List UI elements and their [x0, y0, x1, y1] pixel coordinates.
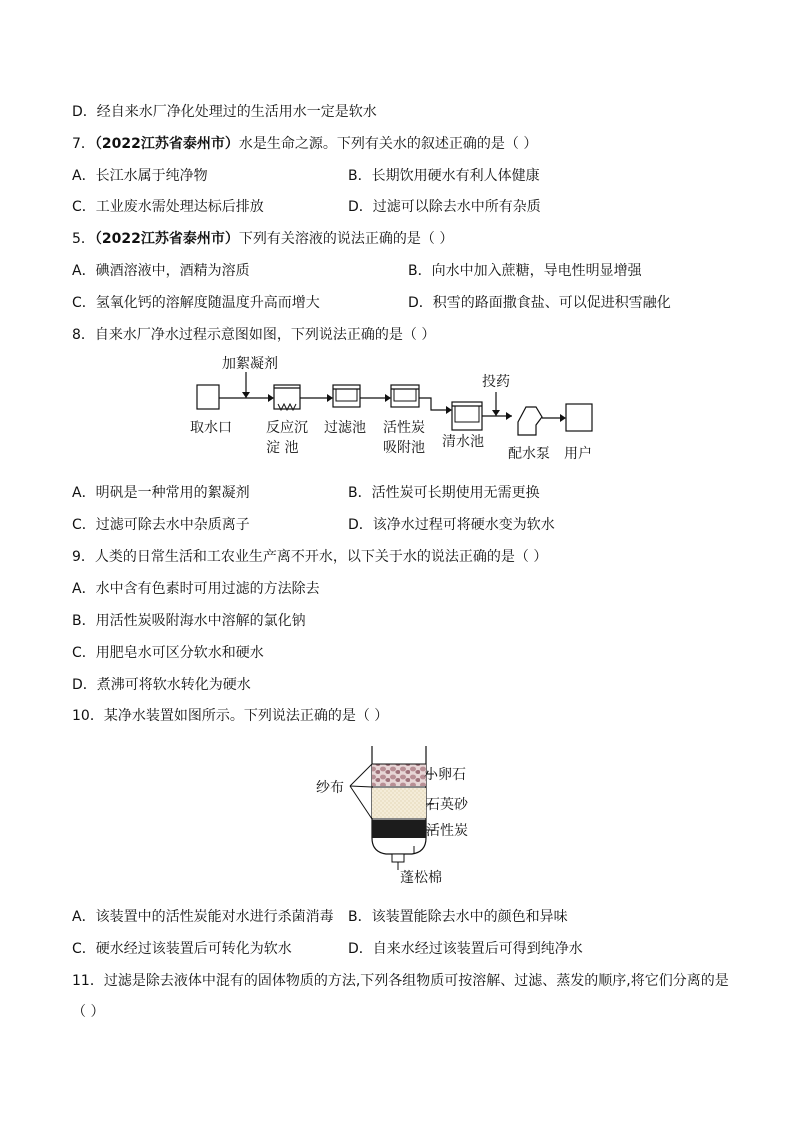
- label-sediment-2: 淀 池: [266, 440, 299, 456]
- q7-option-d: D．过滤可以除去水中所有杂质: [348, 199, 541, 215]
- q9-stem: 9．人类的日常生活和工农业生产离不开水，以下关于水的说法正确的是（ ）: [72, 549, 548, 565]
- q10-option-b: B．该装置能除去水中的颜色和异味: [348, 909, 568, 925]
- q7-source: （2022江苏省泰州市）: [94, 136, 239, 152]
- q9-option-c: C．用肥皂水可区分软水和硬水: [72, 645, 264, 661]
- label-pump: 配水泵: [508, 446, 550, 462]
- label-gauze: 纱布: [316, 780, 344, 796]
- pump-shape: [518, 407, 542, 435]
- q9-option-d: D．煮沸可将软水转化为硬水: [72, 677, 251, 693]
- q7-stem: 水是生命之源。下列有关水的叙述正确的是（ ）: [238, 136, 538, 152]
- carbon-tank: [391, 385, 419, 407]
- quartz-layer: [372, 788, 426, 818]
- q5-option-d: D．积雪的路面撒食盐、可以促进积雪融化: [408, 295, 671, 311]
- label-carbon-1: 活性炭: [383, 420, 425, 436]
- label-carbon-2: 吸附池: [383, 440, 425, 456]
- q6-option-d: D．经自来水厂净化处理过的生活用水一定是软水: [72, 104, 377, 120]
- label-user: 用户: [564, 446, 592, 462]
- water-treatment-diagram: [190, 352, 610, 464]
- label-dosing: 投药: [482, 374, 510, 390]
- q5-stem: 下列有关溶液的说法正确的是（ ）: [238, 231, 454, 247]
- q9-option-b: B．用活性炭吸附海水中溶解的氯化钠: [72, 613, 306, 629]
- intake-box: [197, 385, 219, 409]
- carbon-layer: [372, 820, 426, 838]
- q5-number: 5．: [72, 231, 95, 247]
- q8-stem: 8．自来水厂净水过程示意图如图，下列说法正确的是（ ）: [72, 327, 436, 343]
- q10-option-a: A．该装置中的活性炭能对水进行杀菌消毒: [72, 909, 334, 925]
- q7-option-b: B．长期饮用硬水有利人体健康: [348, 168, 540, 184]
- q8-option-a: A．明矾是一种常用的絮凝剂: [72, 485, 250, 501]
- q7-option-c: C．工业废水需处理达标后排放: [72, 199, 264, 215]
- q9-option-a: A．水中含有色素时可用过滤的方法除去: [72, 581, 320, 597]
- label-pebble: 小卵石: [424, 767, 466, 783]
- label-quartz: 石英砂: [426, 797, 468, 813]
- q5-option-b: B．向水中加入蔗糖，导电性明显增强: [408, 263, 642, 279]
- label-coagulant: 加絮凝剂: [222, 356, 278, 372]
- label-sediment-1: 反应沉: [266, 420, 308, 436]
- q10-option-d: D．自来水经过该装置后可得到纯净水: [348, 941, 583, 957]
- q11-stem: 11．过滤是除去液体中混有的固体物质的方法,下列各组物质可按溶解、过滤、蒸发的顺序,将它们分离的是: [72, 973, 729, 989]
- pebble-layer: [372, 764, 426, 786]
- q11-paren: （ ）: [72, 1004, 105, 1020]
- q5-option-c: C．氢氧化钙的溶解度随温度升高而增大: [72, 295, 320, 311]
- label-filter: 过滤池: [324, 420, 366, 436]
- label-intake: 取水口: [190, 420, 232, 436]
- q8-option-b: B．活性炭可长期使用无需更换: [348, 485, 540, 501]
- q8-option-d: D．该净水过程可将硬水变为软水: [348, 517, 555, 533]
- q10-option-c: C．硬水经过该装置后可转化为软水: [72, 941, 292, 957]
- label-clear: 清水池: [442, 434, 484, 450]
- q5-option-a: A．碘酒溶液中，酒精为溶质: [72, 263, 250, 279]
- q7-number: 7．: [72, 136, 95, 152]
- water-purifier-diagram: [310, 742, 490, 888]
- sediment-tank: [274, 385, 300, 409]
- q7-stem-line: [72, 135, 537, 153]
- outlet: [392, 854, 404, 862]
- filter-tank: [333, 385, 360, 407]
- label-carbon: 活性炭: [426, 823, 468, 839]
- label-cotton: 蓬松棉: [400, 870, 442, 886]
- q5-stem-line: [72, 230, 453, 248]
- q10-stem: 10．某净水装置如图所示。下列说法正确的是（ ）: [72, 708, 389, 724]
- user-box: [566, 404, 592, 431]
- q8-option-c: C．过滤可除去水中杂质离子: [72, 517, 250, 533]
- q7-option-a: A．长江水属于纯净物: [72, 168, 208, 184]
- q5-source: （2022江苏省泰州市）: [94, 231, 239, 247]
